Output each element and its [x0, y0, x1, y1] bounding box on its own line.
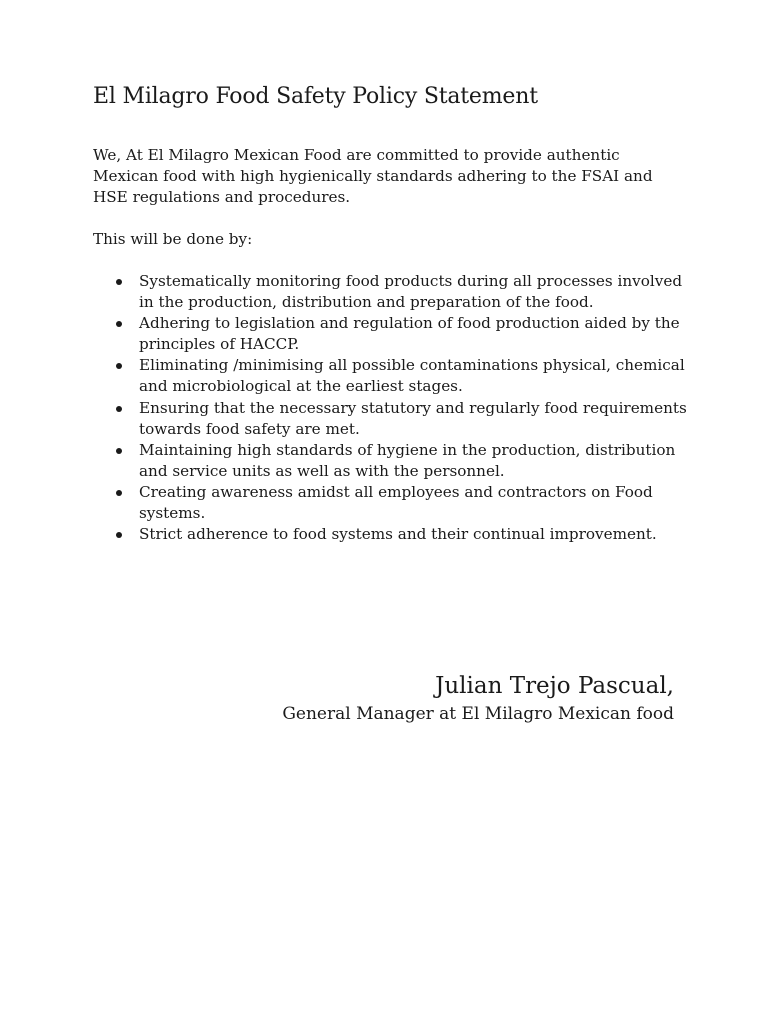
bullet-dot-icon [116, 279, 122, 285]
policy-bullet-item [93, 355, 693, 397]
policy-bullet-list [93, 271, 693, 545]
intro-paragraph: We, At El Milagro Mexican Food are committed to provide authentic Mexican food with high hygienically standards adhering to the FSAI and HSE regulations and procedures. [93, 146, 653, 207]
policy-bullet-item [93, 271, 693, 313]
bullet-dot-icon [116, 448, 122, 454]
bullet-dot-icon [116, 490, 122, 496]
document-title: El Milagro Food Safety Policy Statement [93, 84, 538, 109]
bullet-dot-icon [116, 532, 122, 538]
signature-block [282, 670, 674, 726]
signatory-name: Julian Trejo Pascual, [435, 673, 674, 699]
policy-bullet-item [93, 524, 693, 545]
policy-bullet-item [93, 313, 693, 355]
bullet-dot-icon [116, 321, 122, 327]
bullet-dot-icon [116, 406, 122, 412]
policy-bullet-text: Adhering to legislation and regulation of food production aided by the principles of HACCP. [139, 314, 680, 354]
policy-bullet-text: Ensuring that the necessary statutory and regularly food requirements towards food safety are met. [139, 398, 687, 438]
bullet-dot-icon [116, 363, 122, 369]
policy-bullet-text: Eliminating /minimising all possible contaminations physical, chemical and microbiological at the earliest stages. [139, 356, 685, 396]
policy-bullet-item [93, 482, 693, 524]
policy-bullet-text: Maintaining high standards of hygiene in the production, distribution and service units as well as with the personnel. [139, 440, 676, 480]
lead-text: This will be done by: [93, 230, 253, 248]
policy-bullet-item [93, 398, 693, 440]
signatory-role: General Manager at El Milagro Mexican food [282, 704, 674, 724]
policy-bullet-item [93, 440, 693, 482]
policy-bullet-text: Creating awareness amidst all employees and contractors on Food systems. [139, 482, 653, 523]
policy-bullet-text: Systematically monitoring food products during all processes involved in the production, distribution and preparation of the food. [139, 272, 683, 312]
policy-bullet-text: Strict adherence to food systems and their continual improvement. [139, 525, 657, 544]
